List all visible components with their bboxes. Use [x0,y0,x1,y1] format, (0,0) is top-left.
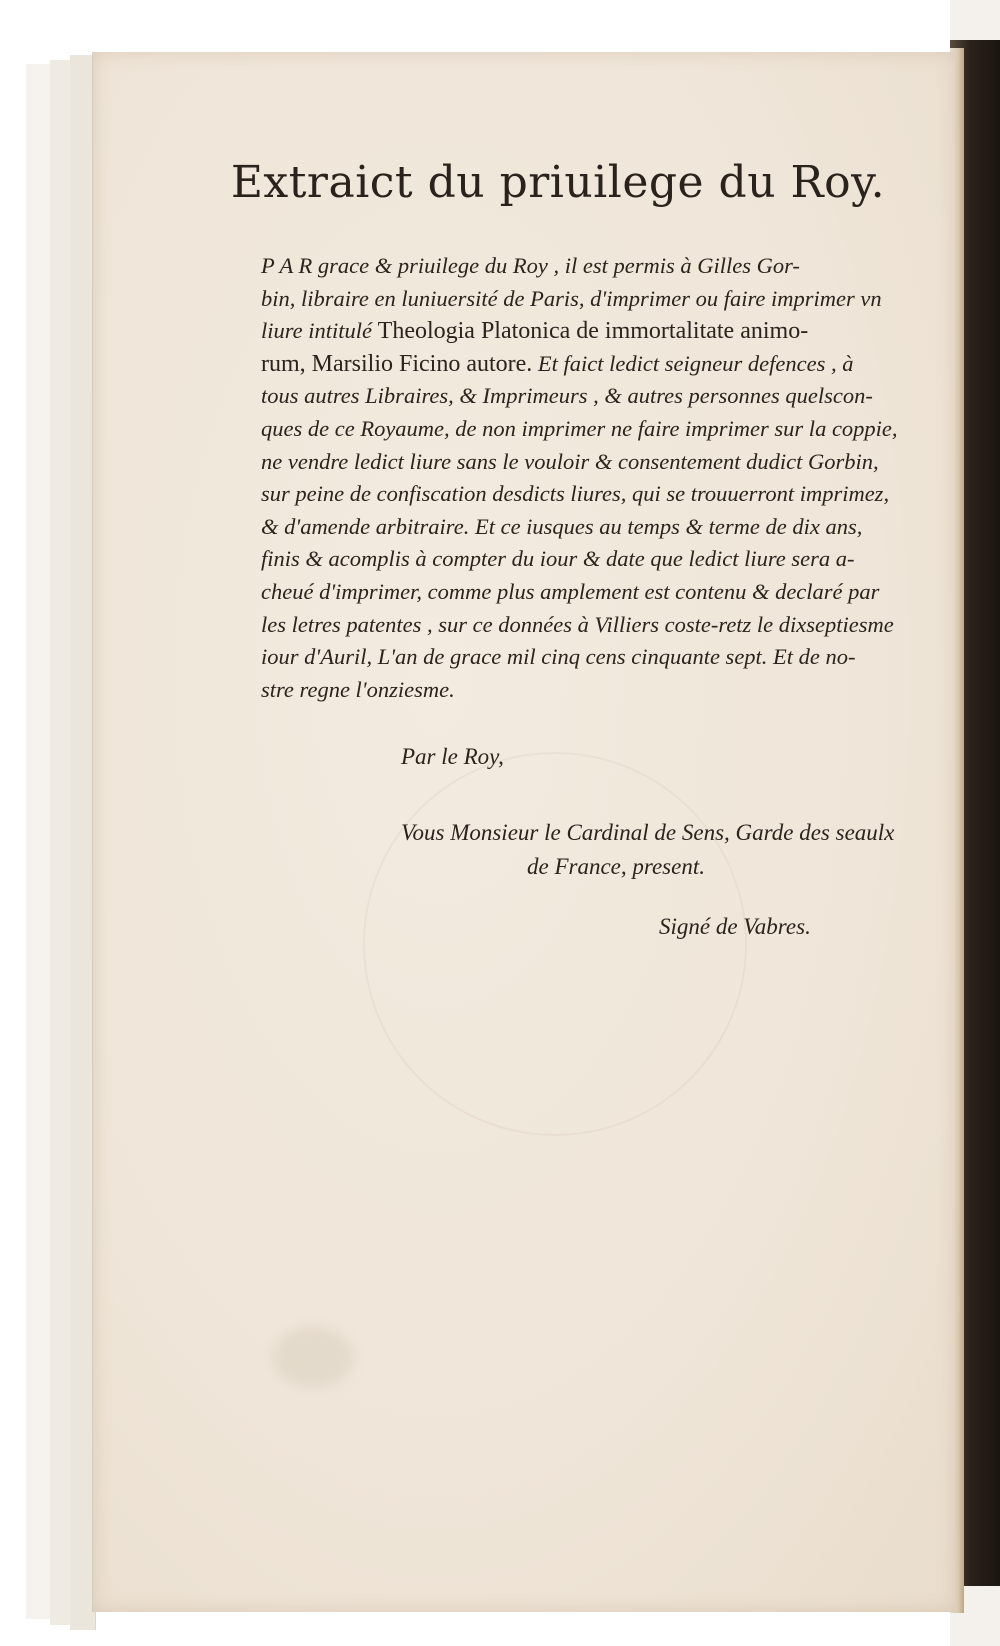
text-line [261,609,941,642]
roman-text: Theologia Platonica de immortalitate animo- [377,318,809,345]
text-line [261,543,941,576]
italic-text: tous autres Libraires, & Imprimeurs , & autres personnes quelscon- [261,383,873,409]
background [950,0,1000,40]
italic-text: Et faict ledict seigneur defences , à [532,350,854,376]
signature-line: Signé de Vabres. [659,914,811,939]
text-line [261,511,941,544]
page-title: Extraict du priuilege du Roy. [230,157,886,208]
text-line [261,576,941,609]
italic-text: ne vendre ledict liure sans le vouloir & consentement dudict Gorbin, [261,448,879,474]
text-line [261,283,941,316]
italic-text: les letres patentes , sur ce données à Villiers coste-retz le dixseptiesme [261,611,894,637]
foxing-stain [273,1327,353,1387]
italic-text: P A R grace & priuilege du Roy , il est permis à Gilles Gor- [261,253,800,278]
text-line [261,413,941,446]
book-page [92,52,955,1612]
italic-text: stre regne l'onziesme. [261,676,455,702]
text-line [261,250,941,283]
italic-text: & d'amende arbitraire. Et ce iusques au temps & terme de dix ans, [261,513,863,539]
italic-text: cheué d'imprimer, comme plus amplement est contenu & declaré par [261,578,880,604]
italic-text: finis & acomplis à compter du iour & date que ledict liure sera a- [261,546,855,572]
text-line [261,315,941,348]
italic-text: liure intitulé [261,318,378,344]
italic-text: iour d'Auril, L'an de grace mil cinq cens cinquante sept. Et de no- [261,644,856,670]
roman-text: rum, Marsilio Ficino autore. [261,350,533,377]
italic-text: bin, libraire en luniuersité de Paris, d'imprimer ou faire imprimer vn [261,285,882,311]
text-line [261,641,941,674]
address-line-1: Vous Monsieur le Cardinal de Sens, Garde des seaulx [401,820,895,845]
text-line [261,674,941,707]
text-line [261,380,941,413]
address-line-2: de France, present. [527,854,705,879]
text-line [261,446,941,479]
show-through-emblem [363,752,747,1136]
text-line [261,348,941,381]
par-le-roy-line: Par le Roy, [401,744,504,769]
privilege-text [261,250,941,706]
italic-text: ques de ce Royaume, de non imprimer ne faire imprimer sur la coppie, [261,415,898,441]
italic-text: sur peine de confiscation desdicts liures, qui se trouuerront imprimez, [261,481,890,507]
text-line [261,478,941,511]
